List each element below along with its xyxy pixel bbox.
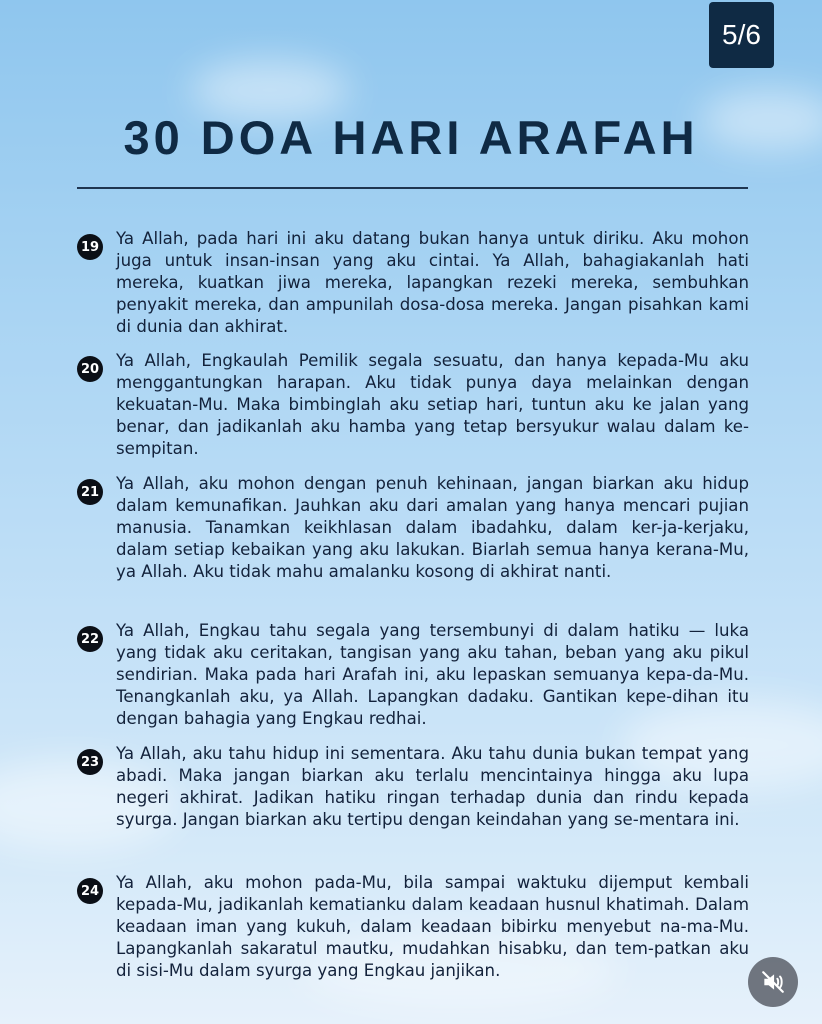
prayer-item-24 [77,872,749,982]
number-badge: 19 [77,234,103,260]
prayer-item-22 [77,620,749,730]
prayer-item-21 [77,473,749,583]
prayer-text: Ya Allah, Engkau tahu segala yang tersembunyi di dalam hatiku — luka yang tidak aku ceritakan, tangisan yang aku tahan, beban yang aku pikul sendirian. Maka pada hari Arafah ini, aku lepaskan semuanya kepa-da-Mu. Tenangkanlah aku, ya Allah. Lapangkan dadaku. Gantikan kepe-dihan itu dengan bahagia yang Engkau redhai. [116,621,749,728]
prayer-text: Ya Allah, pada hari ini aku datang bukan hanya untuk diriku. Aku mohon juga untuk insan-insan yang aku cintai. Ya Allah, bahagiakanlah hati mereka, kuatkan jiwa mereka, lapangkan rezeki mereka, sembuhkan penyakit mereka, dan ampunilah dosa-dosa mereka. Jangan pisahkan kami di dunia dan akhirat. [116,229,749,336]
number-badge: 20 [77,356,103,382]
number-badge: 21 [77,479,103,505]
number-badge: 22 [77,626,103,652]
prayer-item-20 [77,350,749,460]
page-title: 30 DOA HARI ARAFAH [123,111,699,164]
number-badge: 23 [77,749,103,775]
prayer-item-19 [77,228,749,338]
mute-button[interactable] [748,957,798,1007]
prayer-text: Ya Allah, aku mohon pada-Mu, bila sampai waktuku dijemput kembali kepada-Mu, jadikanlah kematianku dalam keadaan husnul khatimah. Dalam keadaan iman yang kukuh, dalam keadaan bibirku menyebut na-ma-Mu. Lapangkanlah sakaratul mautku, mudahkan hisabku, dan tem-patkan aku di sisi-Mu dalam syurga yang Engkau janjikan. [116,873,749,980]
speaker-muted-icon [760,969,786,995]
prayer-item-23 [77,743,749,831]
number-badge: 24 [77,878,103,904]
page-indicator: 5/6 [709,2,774,68]
title-divider [77,187,748,189]
prayer-text: Ya Allah, Engkaulah Pemilik segala sesuatu, dan hanya kepada-Mu aku menggantungkan harapan. Aku tidak punya daya melainkan dengan kekuatan-Mu. Maka bimbinglah aku setiap hari, tuntun aku ke jalan yang benar, dan jadikanlah aku hamba yang tetap bersyukur walau dalam ke-sempitan. [116,351,749,458]
prayer-text: Ya Allah, aku mohon dengan penuh kehinaan, jangan biarkan aku hidup dalam kemunafikan. Jauhkan aku dari amalan yang hanya mencari pujian manusia. Tanamkan keikhlasan dalam ibadahku, dalam ker-ja-kerjaku, dalam setiap kebaikan yang aku lakukan. Biarlah semua hanya kerana-Mu, ya Allah. Aku tidak mahu amalanku kosong di akhirat nanti. [116,474,749,581]
prayer-text: Ya Allah, aku tahu hidup ini sementara. Aku tahu dunia bukan tempat yang abadi. Maka jangan biarkan aku terlalu mencintainya hingga aku lupa negeri akhirat. Jadikan hatiku ringan terhadap dunia dan rindu kepada syurga. Jangan biarkan aku tertipu dengan keindahan yang se-mentara ini. [116,744,749,829]
